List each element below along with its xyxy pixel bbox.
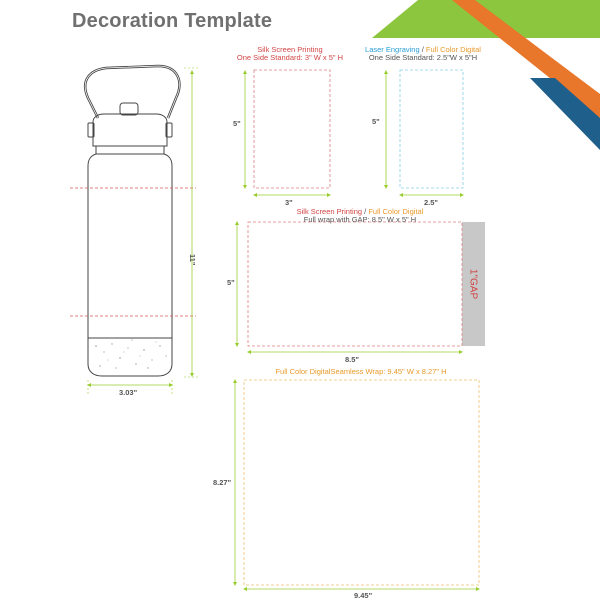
wrap-gap-width-label: 8.5" (345, 355, 359, 364)
wrap-gap-subtitle: Full wrap with GAP: 8.5" W x 5" H (303, 215, 417, 224)
silk-screen-title: Silk Screen Printing (257, 45, 323, 54)
corner-stripes (372, 0, 600, 150)
silk-screen-height-label: 5" (233, 119, 241, 128)
bottle-width-label: 3.03" (119, 388, 138, 397)
seamless-title: Full Color DigitalSeamless Wrap: 9.45" W x 8.27" H (275, 367, 447, 376)
wrap-gap-title-part2: Full Color Digital (368, 207, 424, 216)
wrap-gap-title-part1: Silk Screen Printing (296, 207, 363, 216)
laser-subtitle: One Side Standard: 2.5"W x 5"H (368, 53, 478, 62)
bottle-body (88, 154, 172, 376)
silk-screen-width-label: 3" (285, 198, 293, 207)
page-title: Decoration Template (72, 10, 273, 32)
seamless-wrap-area (244, 380, 479, 585)
silk-screen-area (254, 70, 330, 188)
seamless-height-label: 8.27" (213, 478, 232, 487)
seamless-width-label: 9.45" (354, 591, 373, 600)
bottle-spout (120, 103, 138, 115)
bottle-neck (96, 146, 164, 154)
bottle-cap (93, 114, 167, 146)
wrap-gap-height-label: 5" (227, 278, 235, 287)
wrap-gap-title-sep: / (362, 207, 369, 216)
laser-engraving-area (400, 70, 463, 188)
laser-height-label: 5" (372, 117, 380, 126)
gap-label: 1"GAP (467, 268, 479, 300)
full-wrap-area (248, 222, 462, 346)
laser-title-part1: Laser Engraving (365, 45, 420, 54)
laser-title-part2: Full Color Digital (425, 45, 481, 54)
bottle-boot-speckles (95, 339, 166, 368)
silk-screen-subtitle: One Side Standard: 3" W x 5" H (236, 53, 344, 62)
bottle-outline (85, 66, 179, 376)
laser-width-label: 2.5" (424, 198, 438, 207)
bottle-handle (85, 66, 179, 118)
bottle-height-label: 11" (188, 254, 197, 266)
laser-title-sep: / (419, 45, 426, 54)
